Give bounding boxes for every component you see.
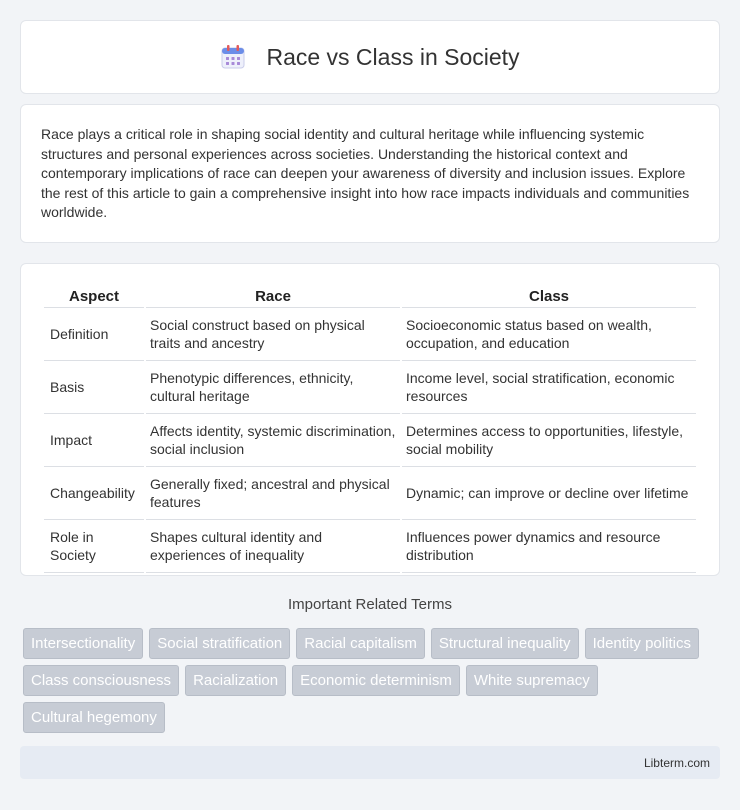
comparison-table-card bbox=[20, 263, 720, 576]
cell-race: Shapes cultural identity and experiences of inequality bbox=[146, 520, 400, 573]
table-row bbox=[44, 361, 696, 414]
header-aspect: Aspect bbox=[44, 284, 144, 308]
title-card bbox=[20, 20, 720, 94]
cell-race: Affects identity, systemic discrimination, social inclusion bbox=[146, 414, 400, 467]
tag-class-consciousness[interactable]: Class consciousness bbox=[23, 665, 179, 696]
cell-class: Socioeconomic status based on wealth, occupation, and education bbox=[402, 308, 696, 361]
cell-aspect: Impact bbox=[44, 414, 144, 467]
page-title: Race vs Class in Society bbox=[266, 43, 520, 70]
table-row bbox=[44, 467, 696, 520]
header-class: Class bbox=[402, 284, 696, 308]
intro-text: Race plays a critical role in shaping social identity and cultural heritage while influencing systemic structures and personal experiences across societies. Understanding the historical context and contemporary implications of race can deepen your awareness of diversity and inclusion issues. Explore the rest of this article to gain a comprehensive insight into how race impacts individuals and communities worldwide. bbox=[41, 126, 690, 220]
header-race: Race bbox=[146, 284, 400, 308]
intro-card bbox=[20, 104, 720, 243]
cell-race: Generally fixed; ancestral and physical features bbox=[146, 467, 400, 520]
tag-cultural-hegemony[interactable]: Cultural hegemony bbox=[23, 702, 165, 733]
tag-economic-determinism[interactable]: Economic determinism bbox=[292, 665, 460, 696]
table-row bbox=[44, 520, 696, 573]
footer-site-link[interactable]: Libterm.com bbox=[643, 756, 710, 770]
table-row bbox=[44, 308, 696, 361]
comparison-table bbox=[42, 284, 698, 573]
cell-race: Phenotypic differences, ethnicity, cultural heritage bbox=[146, 361, 400, 414]
tag-structural-inequality[interactable]: Structural inequality bbox=[431, 628, 579, 659]
related-terms-title: Important Related Terms bbox=[288, 596, 452, 613]
tag-white-supremacy[interactable]: White supremacy bbox=[466, 665, 598, 696]
cell-aspect: Definition bbox=[44, 308, 144, 361]
cell-race: Social construct based on physical traits and ancestry bbox=[146, 308, 400, 361]
cell-aspect: Role in Society bbox=[44, 520, 144, 573]
cell-class: Influences power dynamics and resource distribution bbox=[402, 520, 696, 573]
tag-identity-politics[interactable]: Identity politics bbox=[585, 628, 699, 659]
table-row bbox=[44, 414, 696, 467]
table-header-row bbox=[44, 284, 696, 308]
cell-aspect: Changeability bbox=[44, 467, 144, 520]
tag-social-stratification[interactable]: Social stratification bbox=[149, 628, 290, 659]
footer bbox=[20, 746, 720, 779]
tag-intersectionality[interactable]: Intersectionality bbox=[23, 628, 143, 659]
calendar-icon bbox=[220, 44, 246, 70]
cell-class: Income level, social stratification, economic resources bbox=[402, 361, 696, 414]
cell-class: Dynamic; can improve or decline over lifetime bbox=[402, 467, 696, 520]
cell-aspect: Basis bbox=[44, 361, 144, 414]
tag-racialization[interactable]: Racialization bbox=[185, 665, 286, 696]
related-terms-list bbox=[23, 628, 723, 739]
cell-class: Determines access to opportunities, lifestyle, social mobility bbox=[402, 414, 696, 467]
tag-racial-capitalism[interactable]: Racial capitalism bbox=[296, 628, 425, 659]
